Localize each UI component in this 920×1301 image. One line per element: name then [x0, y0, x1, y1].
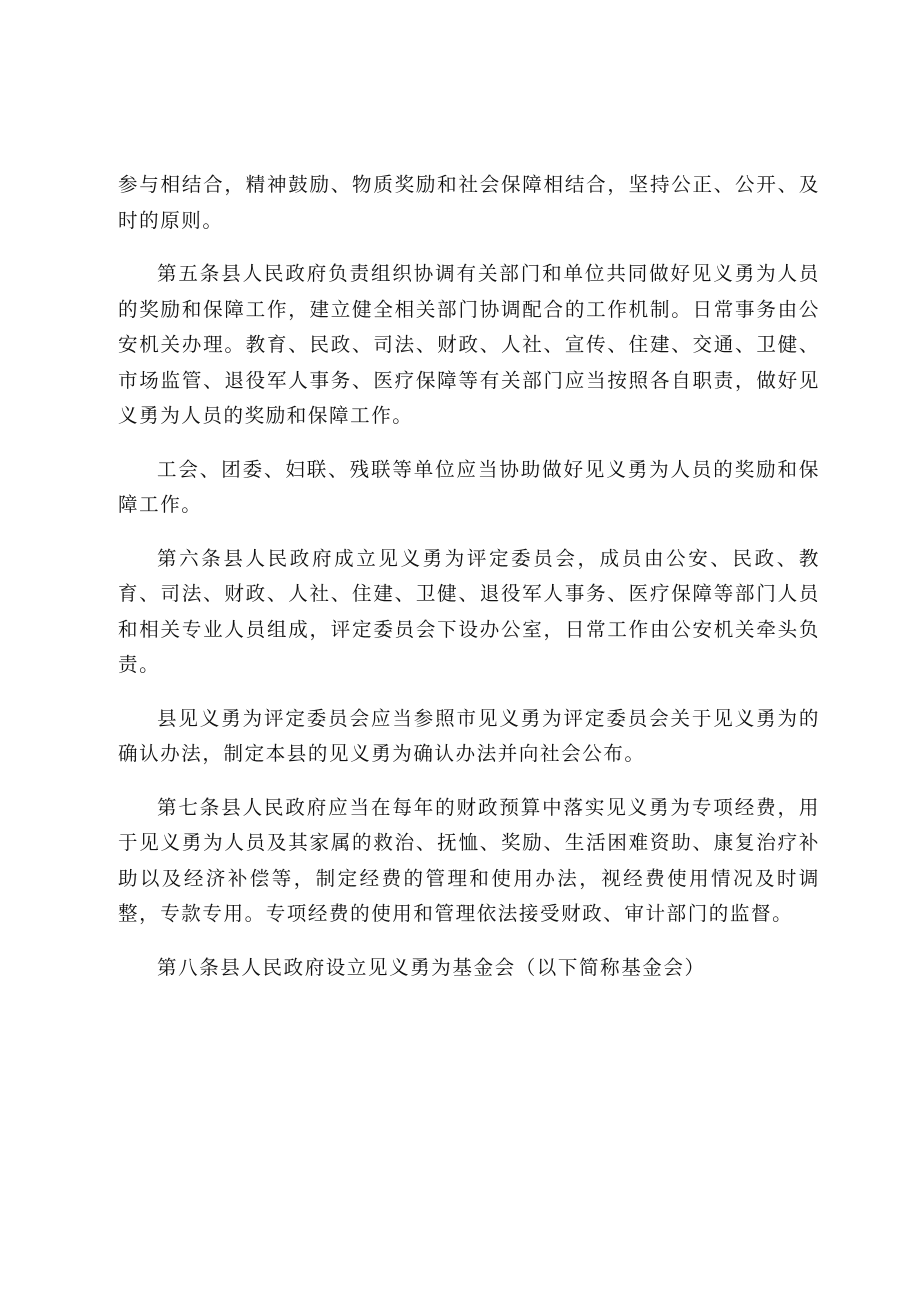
paragraph-article-8: 第八条县人民政府设立见义勇为基金会（以下简称基金会） [157, 955, 706, 979]
paragraph-article-7: 第七条县人民政府应当在每年的财政预算中落实见义勇为专项经费，用于见义勇为人员及其家属的救治、抚恤、奖励、生活困难资助、康复治疗补助以及经济补偿等，制定经费的管理和使用办法，视经费使用情况及时调整，专款专用。专项经费的使用和管理依法接受财政、审计部门的监督。 [118, 795, 820, 925]
paragraph-article-6: 第六条县人民政府成立见义勇为评定委员会，成员由公安、民政、教育、司法、财政、人社、住建、卫健、退役军人事务、医疗保障等部门人员和相关专业人员组成，评定委员会下设办公室，日常工作由公安机关牵头负责。 [118, 546, 820, 676]
paragraph-article-5: 第五条县人民政府负责组织协调有关部门和单位共同做好见义勇为人员的奖励和保障工作，建立健全相关部门协调配合的工作机制。日常事务由公安机关办理。教育、民政、司法、财政、人社、宣传、住建、交通、卫健、市场监管、退役军人事务、医疗保障等有关部门应当按照各自职责，做好见义勇为人员的奖励和保障工作。 [118, 262, 820, 427]
paragraph-article-5-supplement: 工会、团委、妇联、残联等单位应当协助做好见义勇为人员的奖励和保障工作。 [118, 457, 820, 516]
paragraph-continuation: 参与相结合，精神鼓励、物质奖励和社会保障相结合，坚持公正、公开、及时的原则。 [118, 173, 820, 232]
paragraph-article-6-supplement: 县见义勇为评定委员会应当参照市见义勇为评定委员会关于见义勇为的确认办法，制定本县的见义勇为确认办法并向社会公布。 [118, 706, 820, 765]
